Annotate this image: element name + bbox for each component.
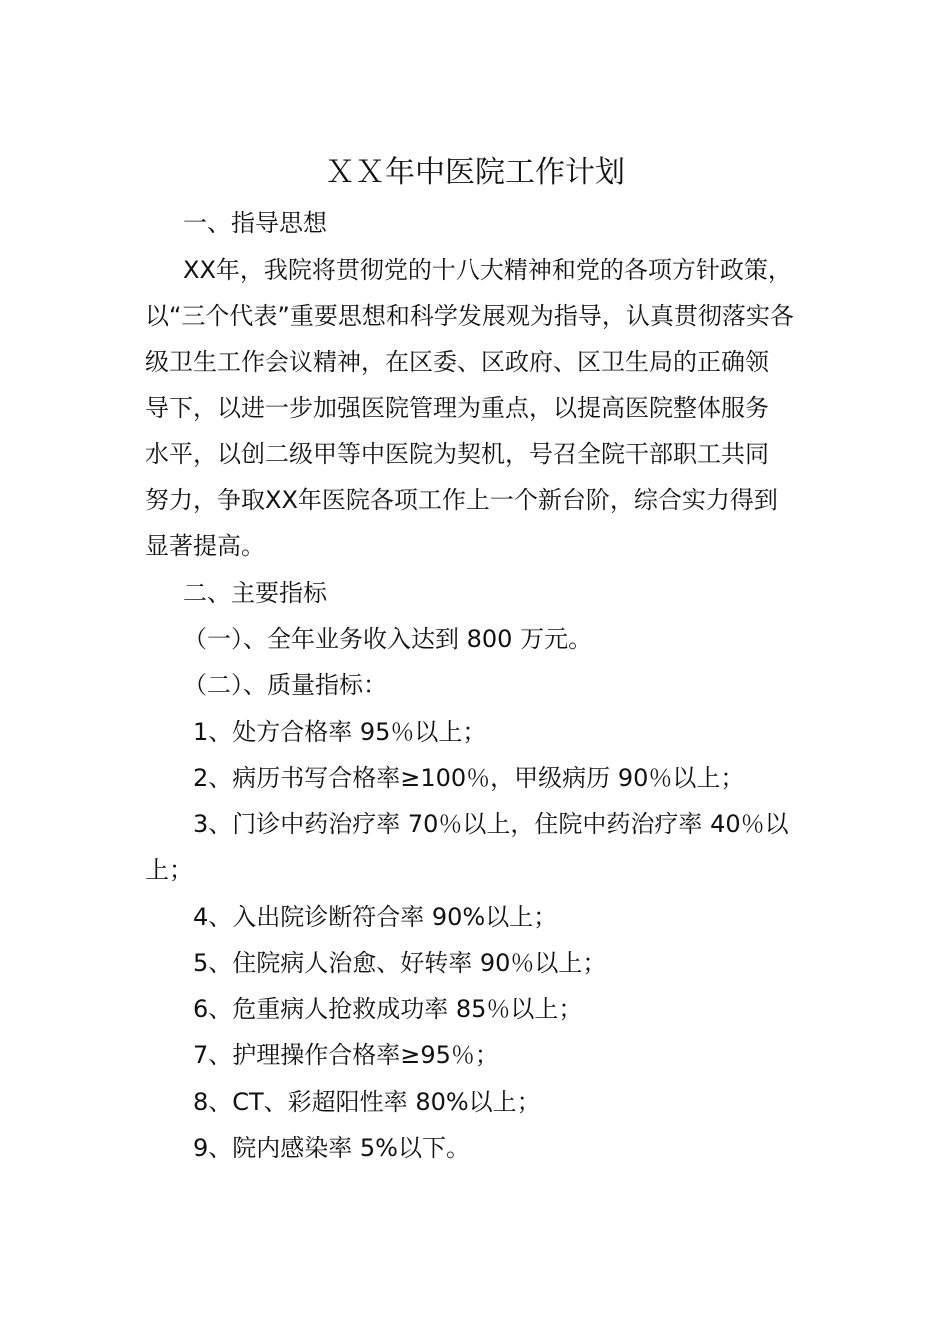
indicator-revenue: （一）、全年业务收入达到 800 万元。: [183, 625, 593, 653]
document-title: ＸＸ年中医院工作计划: [325, 155, 625, 190]
paragraph-line: 级卫生工作会议精神，在区委、区政府、区卫生局的正确领: [145, 348, 769, 376]
quality-item: 9、院内感染率 5%以下。: [193, 1134, 470, 1162]
paragraph-line: 导下，以进一步加强医院管理为重点，以提高医院整体服务: [145, 394, 769, 422]
paragraph-line: 努力，争取XX年医院各项工作上一个新台阶，综合实力得到: [145, 486, 778, 514]
paragraph-line: 以“三个代表”重要思想和科学发展观为指导，认真贯彻落实各: [145, 302, 794, 330]
quality-item: 7、护理操作合格率≥95％；: [193, 1041, 499, 1069]
quality-item: 1、处方合格率 95％以上；: [193, 718, 487, 746]
quality-item: 2、病历书写合格率≥100％，甲级病历 90％以上；: [193, 764, 745, 792]
indicator-quality-heading: （二）、质量指标：: [183, 671, 387, 699]
section-heading-main-indicators: 二、主要指标: [183, 579, 327, 607]
paragraph-line: XX年，我院将贯彻党的十八大精神和党的各项方针政策，: [183, 256, 792, 284]
section-heading-guiding-thought: 一、指导思想: [183, 209, 327, 237]
paragraph-line: 显著提高。: [145, 532, 265, 560]
quality-item: 6、危重病人抢救成功率 85％以上；: [193, 995, 583, 1023]
paragraph-line: 水平，以创二级甲等中医院为契机，号召全院干部职工共同: [145, 440, 769, 468]
quality-item-continuation: 上；: [145, 856, 193, 884]
quality-item: 3、门诊中药治疗率 70％以上，住院中药治疗率 40％以: [193, 810, 789, 838]
quality-item: 4、入出院诊断符合率 90%以上；: [193, 903, 558, 931]
quality-item: 5、住院病人治愈、好转率 90％以上；: [193, 949, 607, 977]
quality-item: 8、CT、彩超阳性率 80%以上；: [193, 1088, 541, 1116]
